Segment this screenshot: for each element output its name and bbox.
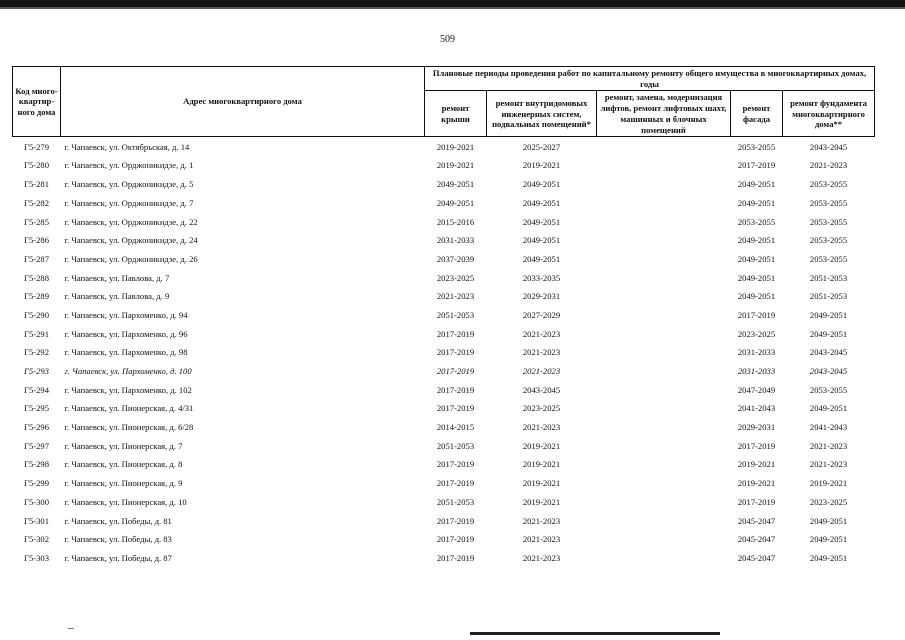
table-row bbox=[13, 399, 875, 418]
row-facade-period: 2053-2055 bbox=[737, 141, 776, 152]
table-row bbox=[13, 380, 875, 399]
row-systems-period: 2049-2051 bbox=[522, 216, 561, 227]
row-systems-period: 2043-2045 bbox=[522, 384, 561, 395]
row-roof-period: 2051-2053 bbox=[436, 440, 475, 451]
row-foundation-period: 2021-2023 bbox=[809, 440, 848, 451]
row-address: г. Чапаевск, ул. Победы, д. 83 bbox=[64, 534, 172, 545]
row-facade-period: 2045-2047 bbox=[737, 515, 776, 526]
row-facade-period: 2029-2031 bbox=[737, 422, 776, 433]
table-row bbox=[13, 175, 875, 194]
repair-schedule-table bbox=[12, 66, 875, 567]
row-elevators-period bbox=[597, 231, 731, 250]
row-address: г. Чапаевск, ул. Орджоникидзе, д. 1 bbox=[64, 160, 194, 171]
table-row bbox=[13, 156, 875, 175]
row-elevators-period bbox=[597, 380, 731, 399]
row-foundation-period: 2051-2053 bbox=[809, 291, 848, 302]
row-address: г. Чапаевск, ул. Пионерская, д. 9 bbox=[64, 478, 183, 489]
row-roof-period: 2037-2039 bbox=[436, 253, 475, 264]
row-systems-period: 2019-2021 bbox=[522, 496, 561, 507]
header-engineering-systems: ремонт внутридомовых инженерных систем, подвальных помещений* bbox=[487, 91, 597, 137]
row-roof-period: 2051-2053 bbox=[436, 309, 475, 320]
row-roof-period: 2031-2033 bbox=[436, 235, 475, 246]
row-code: Г5-297 bbox=[23, 440, 50, 451]
row-facade-period: 2045-2047 bbox=[737, 552, 776, 563]
row-elevators-period bbox=[597, 530, 731, 549]
row-foundation-period: 2049-2051 bbox=[809, 403, 848, 414]
table-row bbox=[13, 324, 875, 343]
row-code: Г5-291 bbox=[23, 328, 50, 339]
row-address: г. Чапаевск, ул. Пионерская, д. 7 bbox=[64, 440, 183, 451]
table-row bbox=[13, 418, 875, 437]
table-row bbox=[13, 287, 875, 306]
row-code: Г5-289 bbox=[23, 291, 50, 302]
table-row bbox=[13, 231, 875, 250]
row-roof-period: 2015-2016 bbox=[436, 216, 475, 227]
row-elevators-period bbox=[597, 549, 731, 568]
row-address: г. Чапаевск, ул. Павлова, д. 9 bbox=[64, 291, 170, 302]
table-row bbox=[13, 193, 875, 212]
row-foundation-period: 2043-2045 bbox=[809, 366, 848, 376]
row-roof-period: 2023-2025 bbox=[436, 272, 475, 283]
row-roof-period: 2049-2051 bbox=[436, 197, 475, 208]
row-systems-period: 2019-2021 bbox=[522, 160, 561, 171]
table-row bbox=[13, 250, 875, 269]
row-address: г. Чапаевск, ул. Пархоменко, д. 102 bbox=[64, 384, 192, 395]
row-systems-period: 2021-2023 bbox=[522, 328, 561, 339]
table-row bbox=[13, 530, 875, 549]
row-code: Г5-300 bbox=[23, 496, 50, 507]
row-facade-period: 2017-2019 bbox=[737, 160, 776, 171]
row-code: Г5-296 bbox=[23, 422, 50, 433]
row-code: Г5-295 bbox=[23, 403, 50, 414]
row-systems-period: 2025-2027 bbox=[522, 141, 561, 152]
row-code: Г5-302 bbox=[23, 534, 50, 545]
page-number: 509 bbox=[440, 34, 455, 45]
row-facade-period: 2049-2051 bbox=[737, 197, 776, 208]
scan-speck bbox=[68, 628, 74, 629]
row-roof-period: 2017-2019 bbox=[436, 366, 475, 376]
row-foundation-period: 2023-2025 bbox=[809, 496, 848, 507]
row-elevators-period bbox=[597, 250, 731, 269]
row-elevators-period bbox=[597, 418, 731, 437]
table-row bbox=[13, 212, 875, 231]
row-roof-period: 2017-2019 bbox=[436, 403, 475, 414]
table-header-row bbox=[13, 67, 875, 91]
row-address: г. Чапаевск, ул. Пионерская, д. 8 bbox=[64, 459, 183, 470]
row-systems-period: 2049-2051 bbox=[522, 197, 561, 208]
row-elevators-period bbox=[597, 268, 731, 287]
row-roof-period: 2014-2015 bbox=[436, 422, 475, 433]
row-foundation-period: 2051-2053 bbox=[809, 272, 848, 283]
row-code: Г5-282 bbox=[23, 197, 50, 208]
header-address: Адрес многоквартирного дома bbox=[61, 67, 425, 137]
row-roof-period: 2019-2021 bbox=[436, 141, 475, 152]
row-foundation-period: 2049-2051 bbox=[809, 309, 848, 320]
row-elevators-period bbox=[597, 156, 731, 175]
row-elevators-period bbox=[597, 306, 731, 325]
row-facade-period: 2041-2043 bbox=[737, 403, 776, 414]
row-elevators-period bbox=[597, 343, 731, 362]
row-elevators-period bbox=[597, 362, 731, 381]
row-elevators-period bbox=[597, 175, 731, 194]
scan-top-border bbox=[0, 0, 905, 7]
row-systems-period: 2027-2029 bbox=[522, 309, 561, 320]
row-roof-period: 2049-2051 bbox=[436, 179, 475, 190]
row-foundation-period: 2049-2051 bbox=[809, 552, 848, 563]
table-row bbox=[13, 268, 875, 287]
row-address: г. Чапаевск, ул. Орджоникидзе, д. 5 bbox=[64, 179, 194, 190]
scan-bottom-mark bbox=[470, 632, 720, 635]
row-address: г. Чапаевск, ул. Победы, д. 87 bbox=[64, 552, 172, 563]
table-row bbox=[13, 306, 875, 325]
row-foundation-period: 2053-2055 bbox=[809, 216, 848, 227]
row-systems-period: 2021-2023 bbox=[522, 552, 561, 563]
row-systems-period: 2019-2021 bbox=[522, 440, 561, 451]
row-elevators-period bbox=[597, 511, 731, 530]
row-roof-period: 2017-2019 bbox=[436, 534, 475, 545]
row-facade-period: 2049-2051 bbox=[737, 179, 776, 190]
row-elevators-period bbox=[597, 436, 731, 455]
row-systems-period: 2019-2021 bbox=[522, 459, 561, 470]
row-code: Г5-293 bbox=[24, 366, 49, 376]
row-roof-period: 2017-2019 bbox=[436, 515, 475, 526]
row-facade-period: 2047-2049 bbox=[737, 384, 776, 395]
row-systems-period: 2049-2051 bbox=[522, 235, 561, 246]
row-facade-period: 2023-2025 bbox=[737, 328, 776, 339]
row-facade-period: 2017-2019 bbox=[737, 309, 776, 320]
row-facade-period: 2045-2047 bbox=[737, 534, 776, 545]
row-foundation-period: 2021-2023 bbox=[809, 160, 848, 171]
row-elevators-period bbox=[597, 193, 731, 212]
table-row bbox=[13, 549, 875, 568]
row-code: Г5-301 bbox=[23, 515, 50, 526]
row-facade-period: 2049-2051 bbox=[737, 291, 776, 302]
row-elevators-period bbox=[597, 137, 731, 156]
row-code: Г5-288 bbox=[23, 272, 50, 283]
row-elevators-period bbox=[597, 324, 731, 343]
row-code: Г5-303 bbox=[23, 552, 50, 563]
row-foundation-period: 2019-2021 bbox=[809, 478, 848, 489]
row-roof-period: 2051-2053 bbox=[436, 496, 475, 507]
table-row bbox=[13, 474, 875, 493]
row-facade-period: 2049-2051 bbox=[737, 235, 776, 246]
row-code: Г5-290 bbox=[23, 309, 50, 320]
header-foundation: ремонт фундамента многоквартирного дома** bbox=[783, 91, 875, 137]
row-address: г. Чапаевск, ул. Пархоменко, д. 100 bbox=[64, 366, 192, 376]
row-systems-period: 2021-2023 bbox=[522, 366, 561, 376]
header-roof: ремонт крыши bbox=[425, 91, 487, 137]
table-row bbox=[13, 343, 875, 362]
row-address: г. Чапаевск, ул. Пархоменко, д. 94 bbox=[64, 309, 188, 320]
table-body bbox=[13, 137, 875, 567]
table-row bbox=[13, 492, 875, 511]
row-facade-period: 2017-2019 bbox=[737, 440, 776, 451]
row-address: г. Чапаевск, ул. Пионерская, д. 6/28 bbox=[64, 422, 194, 433]
row-elevators-period bbox=[597, 455, 731, 474]
table-row bbox=[13, 362, 875, 381]
row-systems-period: 2021-2023 bbox=[522, 347, 561, 358]
row-systems-period: 2021-2023 bbox=[522, 422, 561, 433]
row-address: г. Чапаевск, ул. Орджоникидзе, д. 26 bbox=[64, 253, 198, 264]
row-roof-period: 2021-2023 bbox=[436, 291, 475, 302]
row-systems-period: 2021-2023 bbox=[522, 515, 561, 526]
row-facade-period: 2019-2021 bbox=[737, 459, 776, 470]
row-facade-period: 2053-2055 bbox=[737, 216, 776, 227]
row-systems-period: 2021-2023 bbox=[522, 534, 561, 545]
row-code: Г5-280 bbox=[23, 160, 50, 171]
row-elevators-period bbox=[597, 212, 731, 231]
row-address: г. Чапаевск, ул. Пархоменко, д. 96 bbox=[64, 328, 188, 339]
row-foundation-period: 2049-2051 bbox=[809, 515, 848, 526]
row-elevators-period bbox=[597, 287, 731, 306]
row-code: Г5-286 bbox=[23, 235, 50, 246]
row-address: г. Чапаевск, ул. Пархоменко, д. 98 bbox=[64, 347, 188, 358]
scan-top-border-shadow bbox=[0, 7, 905, 9]
table-row bbox=[13, 436, 875, 455]
header-facade: ремонт фасада bbox=[731, 91, 783, 137]
row-systems-period: 2029-2031 bbox=[522, 291, 561, 302]
table-row bbox=[13, 137, 875, 156]
row-code: Г5-279 bbox=[23, 141, 50, 152]
row-systems-period: 2033-2035 bbox=[522, 272, 561, 283]
row-facade-period: 2031-2033 bbox=[737, 366, 776, 376]
row-code: Г5-292 bbox=[23, 347, 50, 358]
row-address: г. Чапаевск, ул. Пионерская, д. 10 bbox=[64, 496, 187, 507]
row-facade-period: 2031-2033 bbox=[737, 347, 776, 358]
row-address: г. Чапаевск, ул. Орджоникидзе, д. 22 bbox=[64, 216, 198, 227]
row-foundation-period: 2053-2055 bbox=[809, 253, 848, 264]
row-foundation-period: 2049-2051 bbox=[809, 534, 848, 545]
row-roof-period: 2017-2019 bbox=[436, 478, 475, 489]
row-address: г. Чапаевск, ул. Пионерская, д. 4/31 bbox=[64, 403, 194, 414]
row-elevators-period bbox=[597, 492, 731, 511]
row-elevators-period bbox=[597, 399, 731, 418]
row-code: Г5-298 bbox=[23, 459, 50, 470]
row-foundation-period: 2043-2045 bbox=[809, 141, 848, 152]
table-row bbox=[13, 455, 875, 474]
row-foundation-period: 2053-2055 bbox=[809, 235, 848, 246]
row-facade-period: 2019-2021 bbox=[737, 478, 776, 489]
row-facade-period: 2049-2051 bbox=[737, 253, 776, 264]
row-roof-period: 2017-2019 bbox=[436, 384, 475, 395]
row-code: Г5-287 bbox=[23, 253, 50, 264]
row-foundation-period: 2053-2055 bbox=[809, 384, 848, 395]
row-address: г. Чапаевск, ул. Орджоникидзе, д. 7 bbox=[64, 197, 194, 208]
row-roof-period: 2019-2021 bbox=[436, 160, 475, 171]
row-systems-period: 2049-2051 bbox=[522, 253, 561, 264]
row-elevators-period bbox=[597, 474, 731, 493]
row-code: Г5-299 bbox=[23, 478, 50, 489]
row-address: г. Чапаевск, ул. Октябрьская, д. 14 bbox=[64, 141, 190, 152]
row-foundation-period: 2053-2055 bbox=[809, 179, 848, 190]
header-elevators: ремонт, замена, модернизация лифтов, ремонт лифтовых шахт, машинных и блочных помещений bbox=[597, 91, 731, 137]
header-code: Код много-квартир-ного дома bbox=[13, 67, 61, 137]
row-address: г. Чапаевск, ул. Победы, д. 81 bbox=[64, 515, 172, 526]
row-address: г. Чапаевск, ул. Орджоникидзе, д. 24 bbox=[64, 235, 198, 246]
row-roof-period: 2017-2019 bbox=[436, 459, 475, 470]
row-code: Г5-285 bbox=[23, 216, 50, 227]
row-foundation-period: 2043-2045 bbox=[809, 347, 848, 358]
row-facade-period: 2017-2019 bbox=[737, 496, 776, 507]
row-foundation-period: 2041-2043 bbox=[809, 422, 848, 433]
row-roof-period: 2017-2019 bbox=[436, 552, 475, 563]
row-facade-period: 2049-2051 bbox=[737, 272, 776, 283]
row-systems-period: 2019-2021 bbox=[522, 478, 561, 489]
row-systems-period: 2049-2051 bbox=[522, 179, 561, 190]
row-code: Г5-281 bbox=[23, 179, 50, 190]
row-foundation-period: 2053-2055 bbox=[809, 197, 848, 208]
row-systems-period: 2023-2025 bbox=[522, 403, 561, 414]
row-roof-period: 2017-2019 bbox=[436, 347, 475, 358]
row-roof-period: 2017-2019 bbox=[436, 328, 475, 339]
header-periods-group: Плановые периоды проведения работ по капитальному ремонту общего имущества в многоквартирных домах, годы bbox=[425, 67, 875, 91]
row-code: Г5-294 bbox=[23, 384, 50, 395]
row-foundation-period: 2049-2051 bbox=[809, 328, 848, 339]
row-foundation-period: 2021-2023 bbox=[809, 459, 848, 470]
table-row bbox=[13, 511, 875, 530]
row-address: г. Чапаевск, ул. Павлова, д. 7 bbox=[64, 272, 170, 283]
